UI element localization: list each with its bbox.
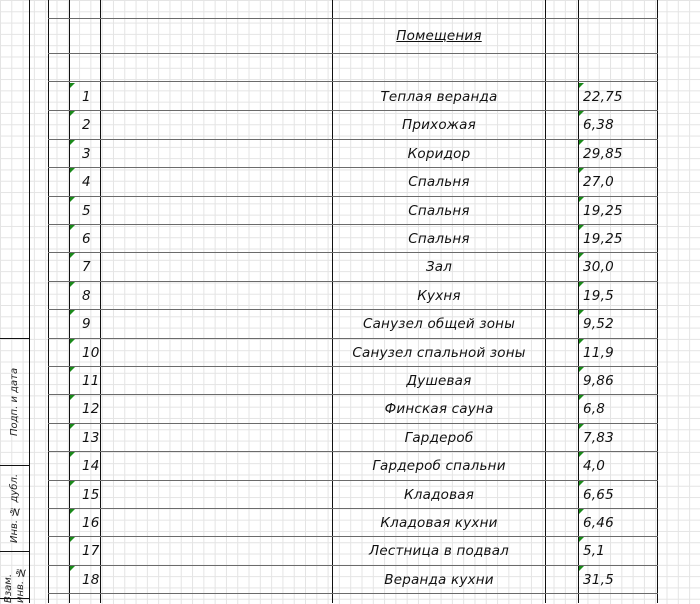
- room-area: 11,9: [583, 344, 614, 361]
- room-area: 4,0: [583, 458, 606, 475]
- cell-marker: [70, 168, 75, 173]
- room-number: 11: [82, 373, 100, 389]
- cell-marker: [579, 168, 584, 173]
- header-top-line: [48, 18, 658, 19]
- cell-marker: [70, 310, 75, 315]
- row-separator: [48, 139, 658, 140]
- cell-marker: [579, 395, 584, 400]
- cell-marker: [70, 481, 75, 486]
- row-separator: [48, 309, 658, 310]
- room-name: Душевая: [406, 373, 472, 389]
- header-mid-line: [48, 53, 658, 54]
- cell-marker: [579, 197, 584, 202]
- room-name: Спальня: [408, 231, 470, 247]
- header-bottom-line: [48, 81, 658, 82]
- cell-marker: [70, 111, 75, 116]
- room-number: 5: [82, 202, 91, 219]
- room-name: Веранда кухни: [384, 571, 494, 588]
- row-separator: [48, 196, 658, 197]
- cell-marker: [579, 310, 584, 315]
- cell-marker: [579, 509, 584, 514]
- cell-marker: [579, 253, 584, 258]
- row-separator: [48, 423, 658, 424]
- room-area: 6,38: [583, 117, 614, 134]
- cell-marker: [579, 424, 584, 429]
- room-number: 17: [82, 543, 100, 560]
- cell-marker: [70, 339, 75, 344]
- column-divider: [545, 0, 546, 603]
- stamp-cell: [0, 598, 30, 604]
- cell-marker: [70, 140, 75, 145]
- cell-marker: [70, 367, 75, 372]
- room-number: 2: [82, 117, 91, 134]
- row-separator: [48, 480, 658, 481]
- cell-marker: [579, 282, 584, 287]
- room-name: Коридор: [407, 145, 471, 162]
- room-area: 6,65: [583, 486, 614, 503]
- cell-marker: [70, 253, 75, 258]
- cell-marker: [579, 452, 584, 457]
- room-number: 13: [82, 429, 100, 446]
- room-area: 9,86: [583, 373, 614, 389]
- room-area: 6,46: [583, 515, 614, 531]
- room-number: 3: [82, 145, 91, 162]
- row-separator: [48, 593, 658, 594]
- room-area: 19,25: [583, 231, 623, 247]
- room-area: 29,85: [583, 145, 623, 162]
- cell-marker: [579, 111, 584, 116]
- row-separator: [48, 338, 658, 339]
- row-separator: [48, 281, 658, 282]
- row-separator: [48, 394, 658, 395]
- room-name: Гардероб: [404, 429, 474, 446]
- cell-marker: [70, 282, 75, 287]
- room-name: Кладовая кухни: [380, 515, 498, 531]
- column-divider: [657, 0, 658, 603]
- row-separator: [48, 252, 658, 253]
- room-number: 10: [82, 344, 100, 361]
- room-area: 30,0: [583, 259, 614, 276]
- row-separator: [48, 167, 658, 168]
- cell-marker: [579, 537, 584, 542]
- column-divider: [100, 0, 101, 603]
- room-name: Кухня: [417, 287, 461, 304]
- row-separator: [48, 224, 658, 225]
- room-area: 22,75: [583, 89, 623, 105]
- row-separator: [48, 565, 658, 566]
- room-area: 19,5: [583, 287, 614, 304]
- room-name: Финская сауна: [384, 401, 494, 418]
- room-name: Спальня: [408, 202, 470, 219]
- cell-marker: [579, 367, 584, 372]
- room-number: 4: [82, 174, 91, 191]
- cell-marker: [70, 509, 75, 514]
- row-separator: [48, 366, 658, 367]
- room-name: Теплая веранда: [380, 89, 498, 105]
- room-number: 14: [82, 458, 100, 475]
- row-separator: [48, 536, 658, 537]
- cell-marker: [579, 140, 584, 145]
- cell-marker: [579, 566, 584, 571]
- room-number: 18: [82, 571, 100, 588]
- room-number: 6: [82, 231, 91, 247]
- cell-marker: [70, 395, 75, 400]
- room-name: Санузел общей зоны: [362, 316, 516, 333]
- rooms-header-title: Помещения: [396, 28, 482, 44]
- room-number: 16: [82, 515, 100, 531]
- cell-marker: [579, 481, 584, 486]
- room-name: Спальня: [408, 174, 470, 191]
- room-number: 8: [82, 287, 91, 304]
- row-separator: [48, 508, 658, 509]
- room-name: Кладовая: [403, 486, 475, 503]
- cell-marker: [70, 83, 75, 88]
- cell-marker: [579, 83, 584, 88]
- room-name: Гардероб спальни: [372, 458, 506, 475]
- room-name: Санузел спальной зоны: [352, 344, 526, 361]
- room-area: 19,25: [583, 202, 623, 219]
- cell-marker: [70, 452, 75, 457]
- stamp-label: Взам. инв. №: [3, 566, 26, 603]
- frame-line: [48, 0, 49, 603]
- row-separator: [48, 451, 658, 452]
- cell-marker: [70, 424, 75, 429]
- room-name: Лестница в подвал: [368, 543, 510, 560]
- cell-marker: [70, 225, 75, 230]
- row-separator: [48, 110, 658, 111]
- room-name: Зал: [425, 259, 453, 276]
- room-number: 15: [82, 486, 100, 503]
- stamp-label: Подп. и дата: [9, 367, 20, 436]
- cell-marker: [70, 197, 75, 202]
- room-area: 27,0: [583, 174, 614, 191]
- room-area: 5,1: [583, 543, 606, 560]
- room-number: 1: [82, 89, 91, 105]
- room-number: 12: [82, 401, 100, 418]
- room-number: 9: [82, 316, 91, 333]
- cell-marker: [70, 537, 75, 542]
- room-area: 31,5: [583, 571, 614, 588]
- cell-marker: [579, 225, 584, 230]
- cell-marker: [70, 566, 75, 571]
- room-area: 6,8: [583, 401, 606, 418]
- room-number: 7: [82, 259, 91, 276]
- room-area: 7,83: [583, 429, 614, 446]
- room-name: Прихожая: [402, 117, 476, 134]
- room-area: 9,52: [583, 316, 614, 333]
- cell-marker: [579, 339, 584, 344]
- stamp-label: Инв. № дубл.: [9, 473, 20, 543]
